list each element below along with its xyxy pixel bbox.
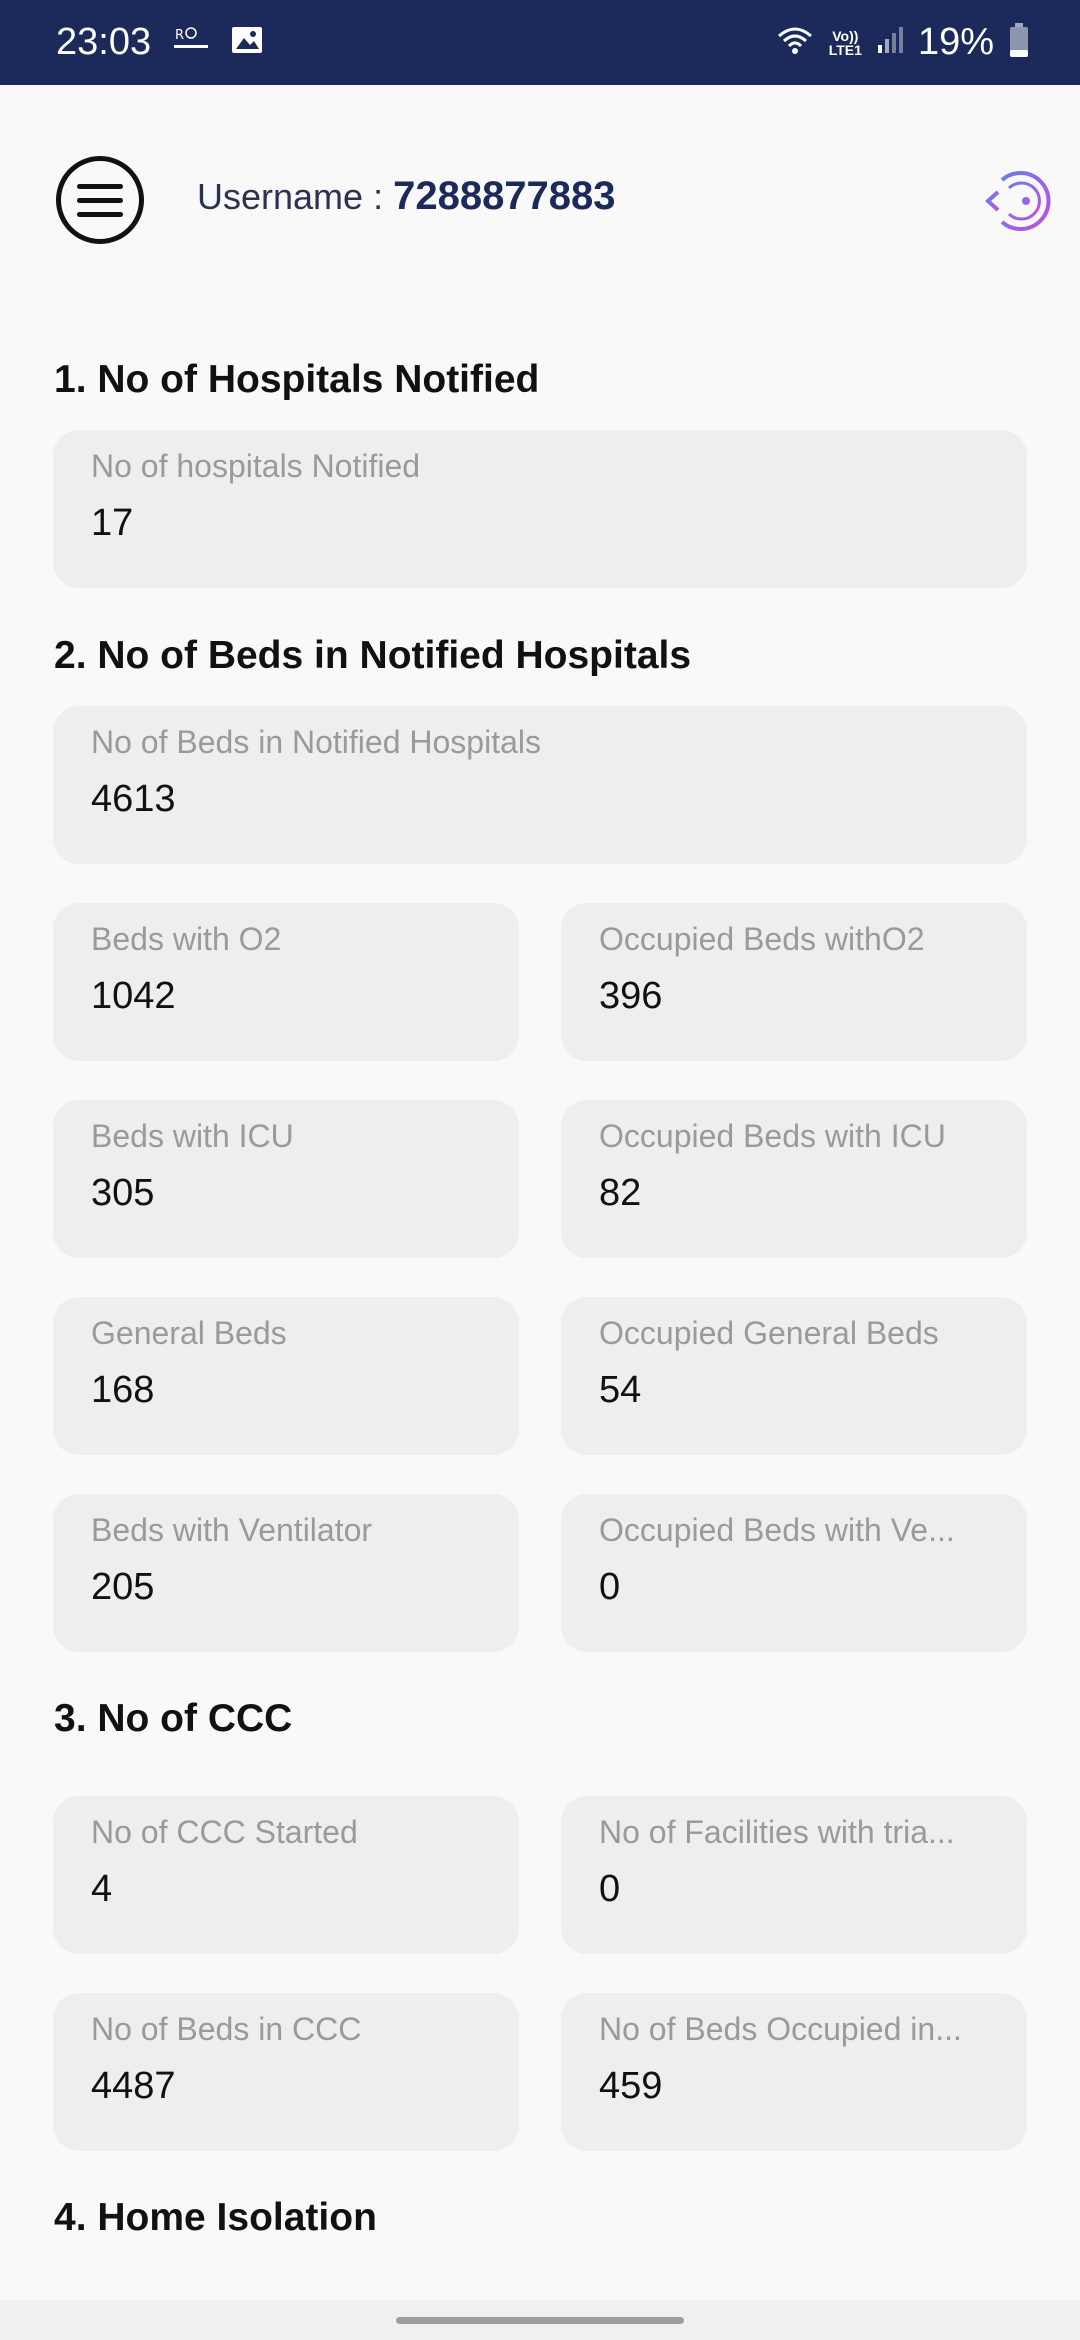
lte-bottom: LTE1	[828, 41, 862, 58]
field-label: Beds with O2	[91, 921, 282, 957]
beds-occupied-ccc-field[interactable]	[561, 1993, 1027, 2151]
beds-icu-field[interactable]	[53, 1100, 519, 1258]
svg-text:R: R	[175, 28, 185, 43]
signal-icon	[876, 25, 904, 60]
beds-ventilator-field[interactable]	[53, 1494, 519, 1652]
status-time: 23:03	[56, 21, 152, 63]
field-value: 54	[599, 1369, 642, 1411]
username-value: 7288877883	[393, 174, 616, 218]
system-nav-bar	[0, 2300, 1080, 2340]
section-title-home-isolation: 4. Home Isolation	[54, 2196, 377, 2239]
occupied-beds-icu-field[interactable]	[561, 1100, 1027, 1258]
username-display	[197, 174, 616, 219]
wifi-icon	[775, 24, 815, 61]
field-label: No of Beds in CCC	[91, 2011, 362, 2047]
beds-o2-field[interactable]	[53, 903, 519, 1061]
occupied-beds-ventilator-field[interactable]	[561, 1494, 1027, 1652]
app-header	[0, 150, 1080, 250]
status-bar-right	[775, 21, 1030, 64]
image-icon	[231, 25, 263, 60]
field-value: 1042	[91, 975, 176, 1017]
menu-line	[77, 198, 123, 203]
field-value: 305	[91, 1172, 155, 1214]
field-value: 4613	[91, 778, 176, 820]
menu-line	[77, 184, 123, 189]
username-label: Username :	[197, 176, 394, 217]
field-label: Occupied General Beds	[599, 1315, 939, 1351]
section-title-hospitals: 1. No of Hospitals Notified	[54, 358, 540, 401]
section-title-beds: 2. No of Beds in Notified Hospitals	[54, 634, 692, 677]
field-label: No of CCC Started	[91, 1814, 358, 1850]
general-beds-field[interactable]	[53, 1297, 519, 1455]
field-value: 0	[599, 1868, 621, 1910]
battery-percent: 19%	[917, 21, 994, 63]
field-value: 168	[91, 1369, 155, 1411]
field-value: 459	[599, 2065, 663, 2107]
status-bar	[0, 0, 1080, 85]
field-value: 4487	[91, 2065, 176, 2107]
menu-line	[77, 212, 123, 217]
field-label: Beds with Ventilator	[91, 1512, 373, 1548]
field-label: No of Facilities with tria...	[599, 1814, 955, 1850]
facilities-triage-field[interactable]	[561, 1796, 1027, 1954]
lte-top: Vo))	[832, 27, 859, 44]
field-value: 0	[599, 1566, 621, 1608]
hospitals-notified-field[interactable]	[53, 430, 1027, 588]
app-notification-icon	[173, 25, 209, 60]
occupied-general-beds-field[interactable]	[561, 1297, 1027, 1455]
section-title-ccc: 3. No of CCC	[54, 1697, 293, 1740]
battery-icon	[1008, 22, 1030, 63]
field-label: No of Beds in Notified Hospitals	[91, 724, 541, 760]
field-label: No of hospitals Notified	[91, 448, 421, 484]
beds-in-ccc-field[interactable]	[53, 1993, 519, 2151]
home-gesture-handle[interactable]	[396, 2317, 684, 2324]
lte-indicator	[829, 29, 862, 57]
field-value: 396	[599, 975, 663, 1017]
field-value: 4	[91, 1868, 113, 1910]
logout-icon	[982, 166, 1052, 236]
logout-button[interactable]	[982, 166, 1052, 236]
field-label: Beds with ICU	[91, 1118, 294, 1154]
field-value: 205	[91, 1566, 155, 1608]
occupied-beds-o2-field[interactable]	[561, 903, 1027, 1061]
field-label: No of Beds Occupied in...	[599, 2011, 962, 2047]
field-value: 82	[599, 1172, 642, 1214]
field-label: Occupied Beds with Ve...	[599, 1512, 955, 1548]
beds-notified-field[interactable]	[53, 706, 1027, 864]
field-value: 17	[91, 502, 134, 544]
menu-button[interactable]	[56, 156, 144, 244]
field-label: Occupied Beds withO2	[599, 921, 925, 957]
field-label: General Beds	[91, 1315, 287, 1351]
ccc-started-field[interactable]	[53, 1796, 519, 1954]
status-bar-left	[56, 21, 263, 64]
field-label: Occupied Beds with ICU	[599, 1118, 946, 1154]
